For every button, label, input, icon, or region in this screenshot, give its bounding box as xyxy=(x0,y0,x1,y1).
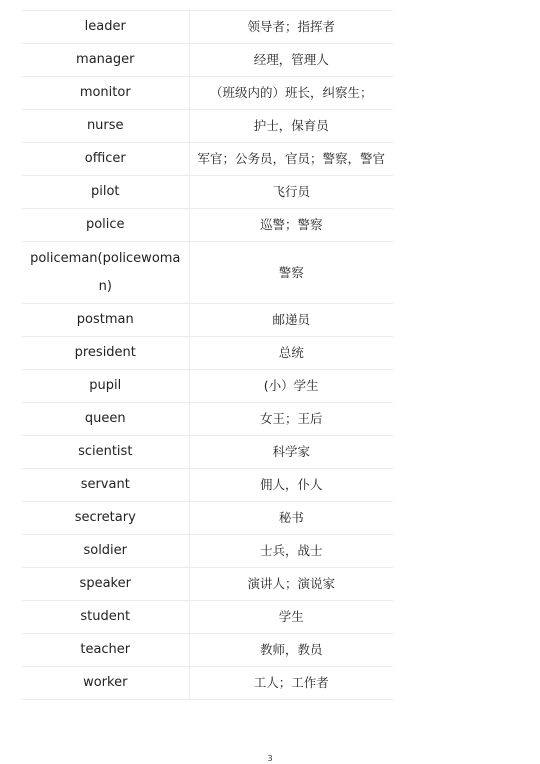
table-row xyxy=(22,77,393,110)
table-row xyxy=(22,568,393,601)
word-cell: postman xyxy=(22,304,189,337)
table-row xyxy=(22,634,393,667)
page-number: 3 xyxy=(267,754,273,763)
meaning-cell: 护士，保育员 xyxy=(189,110,393,143)
table-row xyxy=(22,304,393,337)
word-cell: officer xyxy=(22,143,189,176)
table-row xyxy=(22,337,393,370)
word-cell: policeman(policewoman) xyxy=(22,242,189,304)
word-cell: speaker xyxy=(22,568,189,601)
meaning-cell: 秘书 xyxy=(189,502,393,535)
word-cell: monitor xyxy=(22,77,189,110)
table-row xyxy=(22,44,393,77)
meaning-cell: 领导者；指挥者 xyxy=(189,11,393,44)
table-row xyxy=(22,242,393,304)
table-row xyxy=(22,370,393,403)
word-cell: scientist xyxy=(22,436,189,469)
word-cell: soldier xyxy=(22,535,189,568)
word-cell: secretary xyxy=(22,502,189,535)
vocabulary-table xyxy=(22,10,393,700)
word-cell: leader xyxy=(22,11,189,44)
word-cell: student xyxy=(22,601,189,634)
meaning-cell: 总统 xyxy=(189,337,393,370)
table-row xyxy=(22,601,393,634)
table-row xyxy=(22,469,393,502)
table-row xyxy=(22,403,393,436)
meaning-cell: 经理，管理人 xyxy=(189,44,393,77)
word-cell: police xyxy=(22,209,189,242)
table-row xyxy=(22,535,393,568)
word-cell: pilot xyxy=(22,176,189,209)
meaning-cell: 演讲人；演说家 xyxy=(189,568,393,601)
meaning-cell: (小）学生 xyxy=(189,370,393,403)
word-cell: servant xyxy=(22,469,189,502)
table-row xyxy=(22,209,393,242)
table-row xyxy=(22,143,393,176)
word-cell: worker xyxy=(22,667,189,700)
word-cell: president xyxy=(22,337,189,370)
meaning-cell: 士兵，战士 xyxy=(189,535,393,568)
meaning-cell: 女王；王后 xyxy=(189,403,393,436)
word-cell: queen xyxy=(22,403,189,436)
table-row xyxy=(22,502,393,535)
table-row xyxy=(22,11,393,44)
meaning-cell: 学生 xyxy=(189,601,393,634)
table-row xyxy=(22,667,393,700)
meaning-cell: 警察 xyxy=(189,242,393,304)
word-cell: teacher xyxy=(22,634,189,667)
meaning-cell: 飞行员 xyxy=(189,176,393,209)
meaning-cell: 军官；公务员，官员；警察，警官 xyxy=(189,143,393,176)
table-row xyxy=(22,110,393,143)
meaning-cell: 巡警；警察 xyxy=(189,209,393,242)
word-cell: nurse xyxy=(22,110,189,143)
meaning-cell: 邮递员 xyxy=(189,304,393,337)
word-cell: pupil xyxy=(22,370,189,403)
meaning-cell: 工人；工作者 xyxy=(189,667,393,700)
table-row xyxy=(22,176,393,209)
meaning-cell: （班级内的）班长，纠察生； xyxy=(189,77,393,110)
meaning-cell: 佣人，仆人 xyxy=(189,469,393,502)
meaning-cell: 教师，教员 xyxy=(189,634,393,667)
table-row xyxy=(22,436,393,469)
meaning-cell: 科学家 xyxy=(189,436,393,469)
word-cell: manager xyxy=(22,44,189,77)
